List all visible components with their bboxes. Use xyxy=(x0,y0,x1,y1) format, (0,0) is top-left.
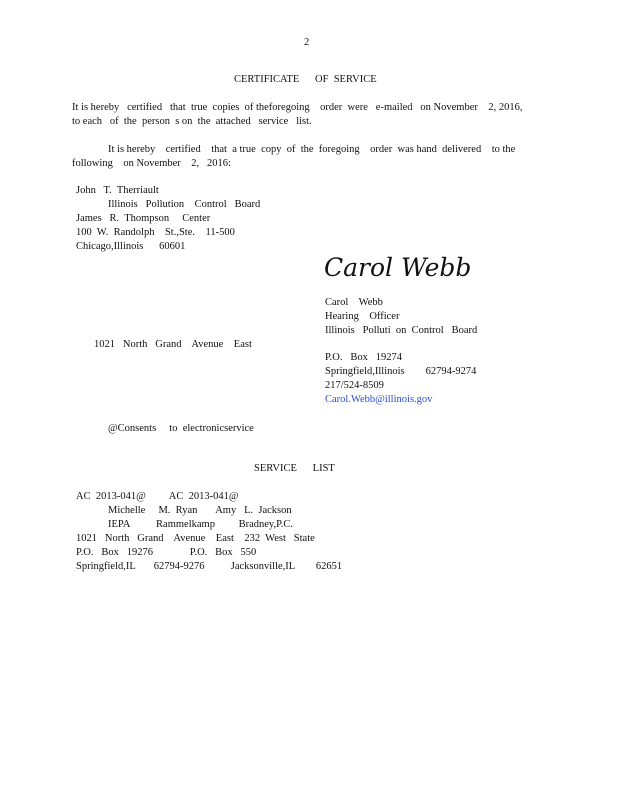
service-list-poboxes: P.O. Box 19276 P.O. Box 550 xyxy=(76,547,257,558)
service-list-title: SERVICE LIST xyxy=(254,463,335,474)
service-list-case-numbers: AC 2013-041@ AC 2013-041@ xyxy=(76,491,239,502)
signer-city: Springfield,Illinois 62794-9274 xyxy=(325,366,477,377)
recipient-street: 100 W. Randolph St.,Ste. 11-500 xyxy=(76,227,235,238)
document-title: CERTIFICATE OF SERVICE xyxy=(234,74,377,85)
service-list-streets: 1021 North Grand Avenue East 232 West State xyxy=(76,533,315,544)
signer-pobox: P.O. Box 19274 xyxy=(325,352,403,363)
certify-email-line-1: It is hereby certified that true copies of theforegoing order were e-mailed on November 2, 2016, xyxy=(72,102,523,113)
recipient-name: John T. Therriault xyxy=(76,185,159,196)
recipient-org: Illinois Pollution Control Board xyxy=(108,199,261,210)
service-list-orgs: IEPA Rammelkamp Bradney,P.C. xyxy=(108,519,294,530)
consent-note: @Consents to electronicservice xyxy=(108,423,254,434)
page-number: 2 xyxy=(304,37,310,48)
signer-name: Carol Webb xyxy=(325,297,383,308)
certify-hand-line-1: It is hereby certified that a true copy of the foregoing order was hand delivered to the xyxy=(108,144,516,155)
signer-title: Hearing Officer xyxy=(325,311,400,322)
service-list-cities: Springfield,IL 62794-9276 Jacksonville,IL 62651 xyxy=(76,561,343,572)
handwritten-signature xyxy=(322,250,472,284)
service-list-names: Michelle M. Ryan Amy L. Jackson xyxy=(108,505,292,516)
signer-org: Illinois Polluti on Control Board xyxy=(325,325,478,336)
certify-hand-line-2: following on November 2, 2016: xyxy=(72,158,231,169)
recipient-city: Chicago,Illinois 60601 xyxy=(76,241,186,252)
recipient-building: James R. Thompson Center xyxy=(76,213,211,224)
address-line: 1021 North Grand Avenue East xyxy=(94,339,252,350)
certify-email-line-2: to each of the person s on the attached service list. xyxy=(72,116,312,127)
svg-text:Carol Webb: Carol Webb xyxy=(324,253,472,282)
signer-phone: 217/524-8509 xyxy=(325,380,384,391)
signer-email-link[interactable]: Carol.Webb@illinois.gov xyxy=(325,394,433,405)
